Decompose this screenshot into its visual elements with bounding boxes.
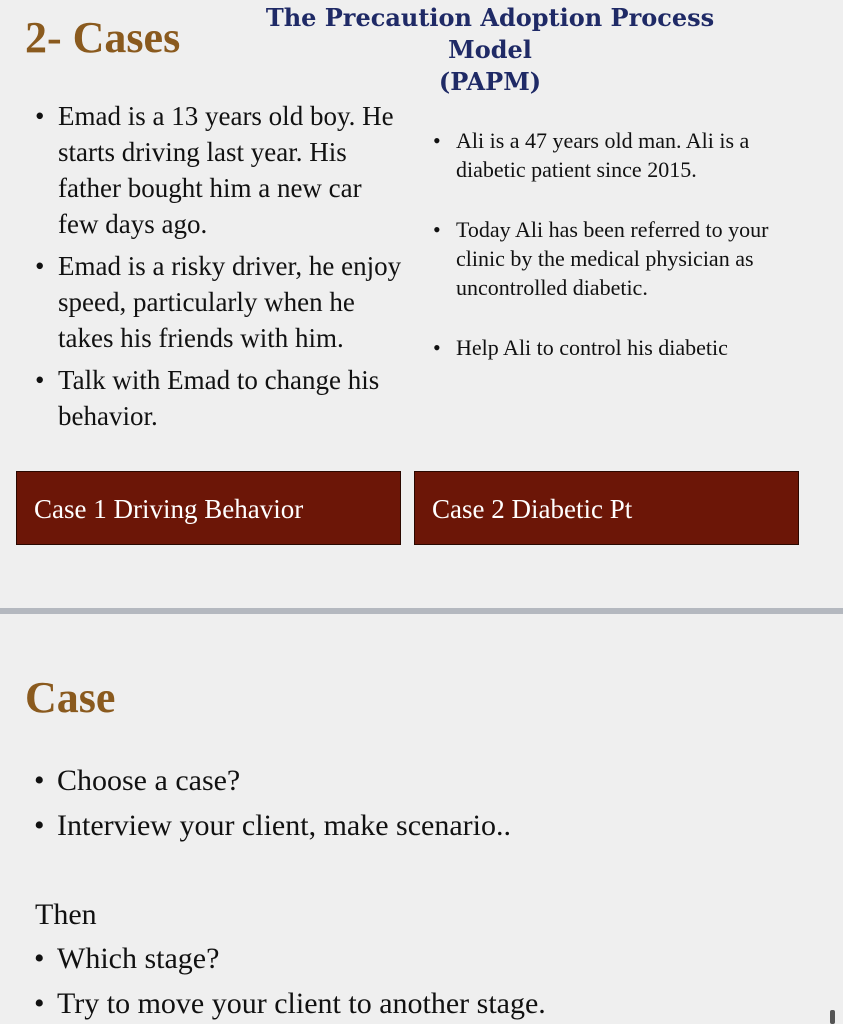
bullet-icon: •: [34, 987, 45, 1020]
case1-bullet-text: Emad is a risky driver, he enjoy speed, particularly when he takes his friends with him.: [58, 251, 402, 353]
bullet-icon: •: [34, 942, 45, 975]
slide-case: [0, 614, 843, 1024]
list-item: [35, 248, 403, 356]
case2-bullet-text: Today Ali has been referred to your clinic by the medical physician as uncontrolled diabetic.: [456, 217, 769, 300]
case2-bullet-text: Help Ali to control his diabetic: [456, 335, 728, 360]
list-item: [34, 936, 546, 981]
slide-title: 2- Cases: [25, 13, 181, 62]
instruction-text: Choose a case?: [57, 764, 241, 797]
instruction-text: Interview your client, make scenario..: [57, 809, 511, 842]
bullet-icon: •: [35, 101, 45, 131]
case1-bullet-text: Talk with Emad to change his behavior.: [58, 365, 380, 431]
case1-button[interactable]: Case 1 Driving Behavior: [16, 471, 401, 545]
model-title-line-2: Model: [448, 35, 532, 64]
case2-button[interactable]: Case 2 Diabetic Pt: [414, 471, 799, 545]
model-title: [220, 2, 760, 98]
slide-title: Case: [25, 673, 116, 722]
bullet-icon: •: [34, 764, 45, 797]
case1-bullet-text: Emad is a 13 years old boy. He starts driving last year. His father bought him a new car few days ago.: [58, 101, 394, 239]
list-item: [433, 215, 806, 302]
list-item: [34, 758, 511, 803]
bullet-icon: •: [35, 251, 45, 281]
followup-text: Which stage?: [57, 942, 220, 975]
case2-description-list: [433, 126, 806, 362]
then-label: Then: [35, 898, 97, 931]
list-item: [433, 333, 806, 362]
list-item: [35, 362, 403, 434]
list-item: [34, 803, 511, 848]
bullet-icon: •: [433, 217, 441, 242]
bullet-icon: •: [34, 809, 45, 842]
instruction-list: [34, 758, 511, 848]
model-title-line-3: (PAPM): [438, 67, 542, 96]
list-item: [35, 98, 403, 242]
scrollbar-thumb[interactable]: [830, 1010, 835, 1024]
bullet-icon: •: [433, 128, 441, 153]
case2-bullet-text: Ali is a 47 years old man. Ali is a diabetic patient since 2015.: [456, 128, 750, 182]
bullet-icon: •: [35, 365, 45, 395]
list-item: [433, 126, 806, 184]
model-title-line-1: The Precaution Adoption Process: [265, 3, 715, 32]
followup-text: Try to move your client to another stage.: [57, 987, 546, 1020]
case1-description-list: [35, 98, 403, 440]
list-item: [34, 981, 546, 1024]
followup-list: [34, 936, 546, 1024]
bullet-icon: •: [433, 335, 441, 360]
